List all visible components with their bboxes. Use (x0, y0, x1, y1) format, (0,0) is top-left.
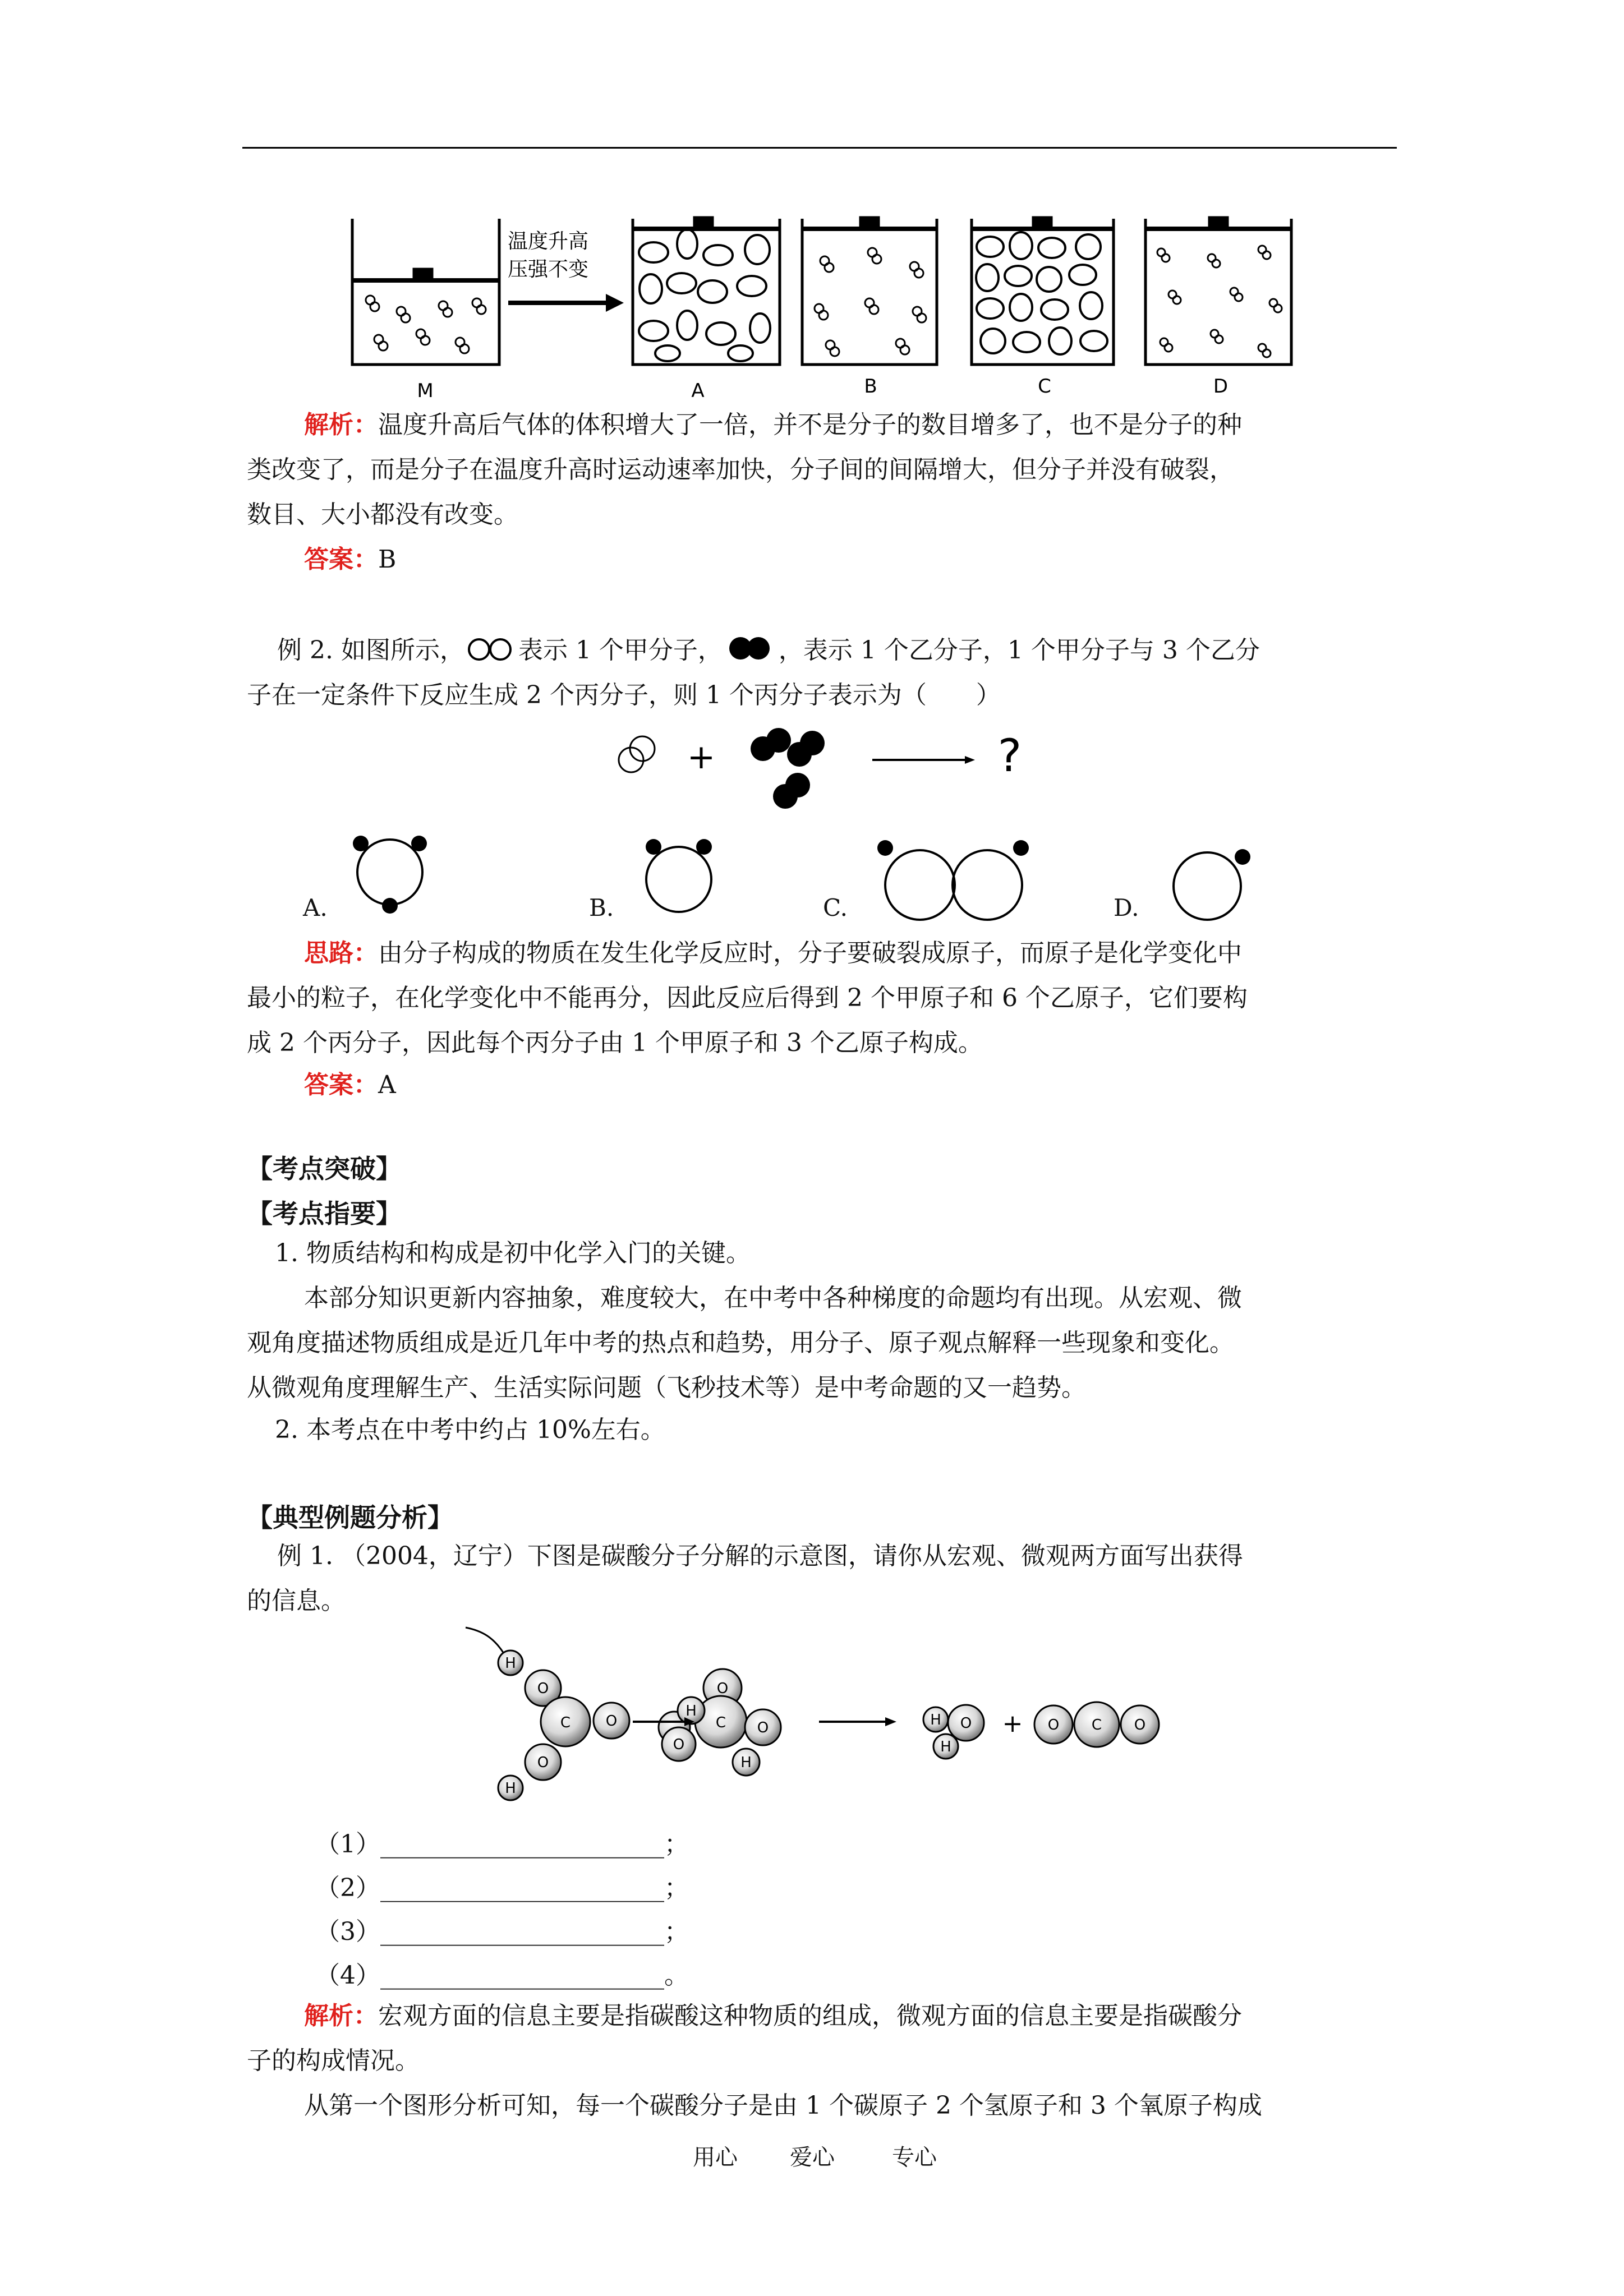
ex2-question-line2: 子在一定条件下反应生成 2 个丙分子，则 1 个丙分子表示为（ ） (247, 681, 1001, 709)
heading-kaodian-tupo: 【考点突破】 (247, 1154, 402, 1184)
para1-line2: 观角度描述物质组成是近几年中考的热点和趋势，用分子、原子观点解释一些现象和变化。 (247, 1329, 1234, 1357)
question-mark: ? (997, 730, 1022, 782)
blank-4[interactable]: （4）_______________________。 (315, 1961, 689, 1990)
option-c-label: C. (823, 894, 848, 921)
ex2-answer: 答案：A (304, 1071, 396, 1099)
heading-dianxing-liti: 【典型例题分析】 (247, 1502, 453, 1533)
carbonic-acid-figure (460, 1626, 1189, 1817)
ex1-analysis-line2: 类改变了，而是分子在温度升高时运动速率加快，分子间的间隔增大，但分子并没有破裂， (247, 455, 1234, 484)
label-c: C (1038, 375, 1051, 398)
atom-h-4: H (740, 1754, 752, 1771)
atom-h-2: H (505, 1780, 516, 1797)
ex2-idea-line2: 最小的粒子，在化学变化中不能再分，因此反应后得到 2 个甲原子和 6 个乙原子，它们要构 (247, 984, 1248, 1012)
atom-h-3: H (686, 1703, 697, 1719)
option-d-molecule (1167, 841, 1257, 925)
analysis-label: 解析： (304, 411, 378, 439)
ex1-analysis-line3: 数目、大小都没有改变。 (247, 500, 518, 529)
ex3-question-line2: 的信息。 (247, 1587, 346, 1615)
label-a: A (691, 380, 705, 402)
option-a-molecule (348, 824, 432, 920)
footer-zhuanxin: 专心 (892, 2145, 937, 2170)
blank-2[interactable]: （2）_______________________； (315, 1874, 689, 1902)
answer-label-2: 答案： (304, 1071, 378, 1099)
atom-h-6: H (940, 1739, 951, 1755)
atom-o-7: O (960, 1715, 972, 1732)
answer-label: 答案： (304, 545, 378, 574)
atom-o-4: O (716, 1680, 729, 1697)
para1-line1: 本部分知识更新内容抽象，难度较大，在中考中各种梯度的命题均有出现。从宏观、微 (304, 1284, 1242, 1312)
ex1-answer: 答案：B (304, 545, 397, 574)
gas-container-figure (348, 213, 1301, 404)
atom-h-1: H (505, 1655, 516, 1672)
heading-kaodian-zhiyao: 【考点指要】 (247, 1198, 402, 1229)
atom-c-2: C (715, 1714, 726, 1731)
label-b: B (864, 375, 877, 398)
atom-o-9: O (1134, 1717, 1146, 1733)
analysis-label-3: 解析： (304, 2002, 378, 2030)
arrow-text-2: 压强不变 (508, 257, 589, 280)
ex3-question-line1: 例 1. （2004，辽宁）下图是碳酸分子分解的示意图，请你从宏观、微观两方面写出获得 (277, 1542, 1243, 1570)
blank-1[interactable]: （1）_______________________； (315, 1830, 689, 1859)
atom-c-3: C (1091, 1717, 1102, 1733)
ex3-analysis-line2: 子的构成情况。 (247, 2046, 420, 2075)
option-a-label: A. (303, 894, 328, 921)
option-c-molecule (875, 836, 1032, 925)
atom-o-1: O (537, 1680, 549, 1697)
atom-o-2: O (605, 1713, 618, 1730)
label-m: M (417, 380, 434, 402)
atom-o-6: O (673, 1736, 685, 1753)
label-d: D (1213, 375, 1229, 398)
atom-o-3: O (537, 1754, 549, 1771)
ex2-idea-line3: 成 2 个丙分子，因此每个丙分子由 1 个甲原子和 3 个乙原子构成。 (247, 1029, 983, 1057)
atom-o-8: O (1047, 1717, 1060, 1733)
idea-label: 思路： (304, 939, 378, 967)
yi-molecule-icon (723, 635, 779, 662)
arrow-text-1: 温度升高 (508, 229, 589, 252)
header-rule (242, 147, 1397, 149)
point-1: 1. 物质结构和构成是初中化学入门的关键。 (275, 1239, 751, 1267)
ex2-idea-line1: 思路：由分子构成的物质在发生化学反应时，分子要破裂成原子，而原子是化学变化中 (304, 939, 1242, 967)
ex1-analysis-line1: 解析：温度升高后气体的体积增大了一倍，并不是分子的数目增多了，也不是分子的种 (304, 411, 1242, 439)
jia-molecule-icon (464, 637, 518, 662)
ex3-analysis-line3: 从第一个图形分析可知，每一个碳酸分子是由 1 个碳原子 2 个氢原子和 3 个氧原子构成 (304, 2091, 1262, 2120)
plus-sign-2: + (1002, 1709, 1023, 1738)
atom-c-1: C (560, 1714, 571, 1731)
option-b-label: B. (589, 894, 614, 921)
ex2-question-line1: 例 2. 如图所示， 表示 1 个甲分子， ，表示 1 个乙分子，1 个甲分子与 3 个乙分 (277, 636, 1260, 665)
point-2: 2. 本考点在中考中约占 10%左右。 (275, 1416, 665, 1444)
footer-aixin: 爱心 (790, 2145, 835, 2170)
reaction-figure (606, 723, 1055, 830)
atom-h-5: H (930, 1712, 941, 1728)
blank-3[interactable]: （3）_______________________； (315, 1917, 689, 1946)
para1-line3: 从微观角度理解生产、生活实际问题（飞秒技术等）是中考命题的又一趋势。 (247, 1373, 1086, 1402)
ex3-analysis-line1: 解析：宏观方面的信息主要是指碳酸这种物质的组成，微观方面的信息主要是指碳酸分 (304, 2002, 1242, 2030)
option-b-molecule (637, 836, 721, 920)
plus-sign: + (687, 737, 716, 777)
footer-yongxin: 用心 (693, 2145, 738, 2170)
option-d-label: D. (1114, 894, 1139, 921)
atom-o-5: O (757, 1719, 769, 1736)
